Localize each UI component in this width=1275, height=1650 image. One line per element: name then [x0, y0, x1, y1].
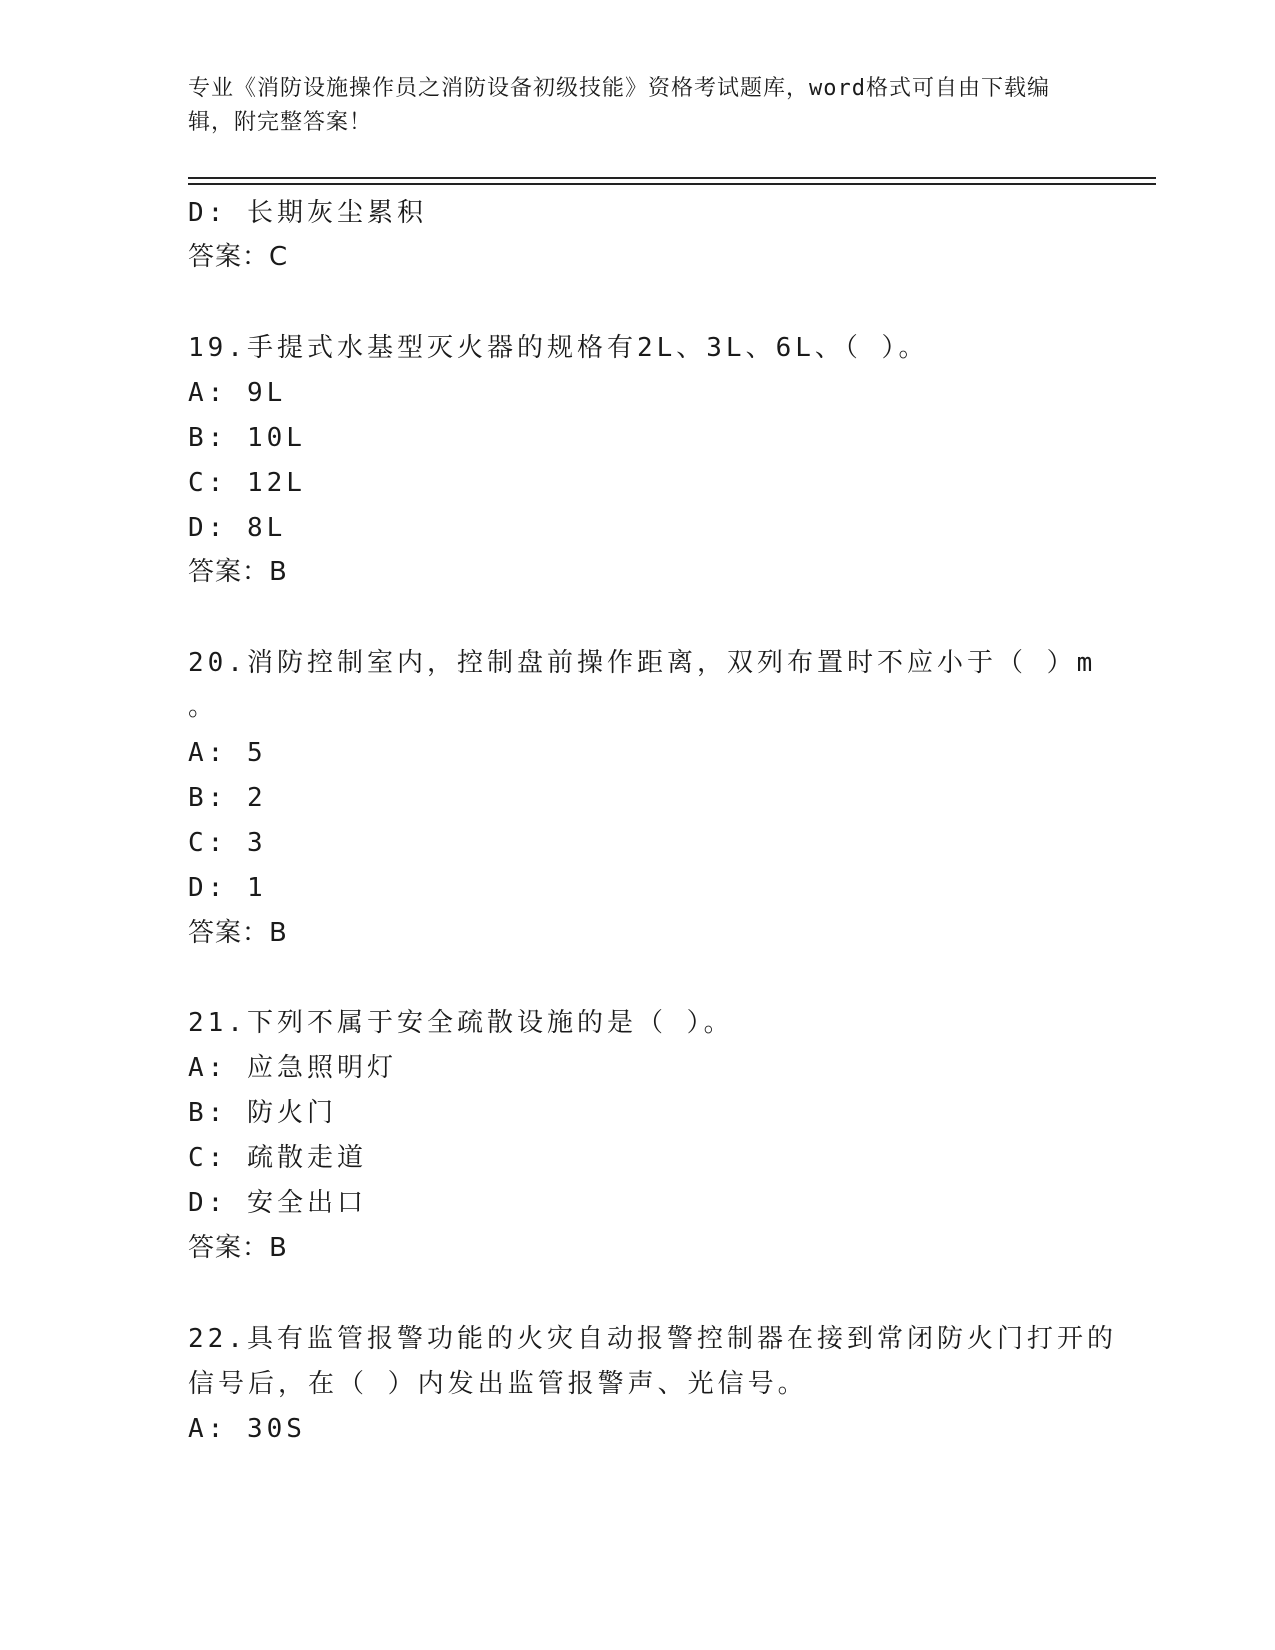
- question-line: 信号后，在（ ）内发出监管报警声、光信号。: [188, 1369, 808, 1399]
- document-header: 专业《消防设施操作员之消防设备初级技能》资格考试题库，word格式可自由下载编辑，附完整答案！: [188, 76, 1050, 135]
- option-line: A: 应急照明灯: [188, 1053, 397, 1083]
- header-divider-bottom: [188, 183, 1156, 185]
- option-line: C: 疏散走道: [188, 1143, 367, 1173]
- answer-line: 答案：B: [188, 557, 288, 587]
- option-line: A: 9L: [188, 378, 287, 408]
- answer-line: 答案：B: [188, 918, 288, 948]
- option-line: B: 10L: [188, 423, 306, 453]
- answer-line: 答案：B: [188, 1233, 288, 1263]
- option-line: C: 3: [188, 828, 267, 858]
- question-line: 21.下列不属于安全疏散设施的是（ ）。: [188, 1008, 734, 1038]
- header-divider-top: [188, 177, 1156, 179]
- option-line: B: 防火门: [188, 1098, 337, 1128]
- option-line: D: 1: [188, 873, 267, 903]
- option-line: D: 8L: [188, 513, 287, 543]
- question-line: 。: [188, 692, 219, 722]
- question-line: 22.具有监管报警功能的火灾自动报警控制器在接到常闭防火门打开的: [188, 1324, 1117, 1354]
- option-line: D: 长期灰尘累积: [188, 198, 427, 228]
- question-line: 20.消防控制室内，控制盘前操作距离，双列布置时不应小于（ ）m: [188, 648, 1097, 678]
- option-line: D: 安全出口: [188, 1188, 367, 1218]
- answer-line: 答案：C: [188, 242, 289, 272]
- option-line: A: 30S: [188, 1414, 306, 1444]
- question-line: 19.手提式水基型灭火器的规格有2L、3L、6L、（ ）。: [188, 333, 929, 363]
- option-line: C: 12L: [188, 468, 306, 498]
- option-line: B: 2: [188, 783, 267, 813]
- option-line: A: 5: [188, 738, 267, 768]
